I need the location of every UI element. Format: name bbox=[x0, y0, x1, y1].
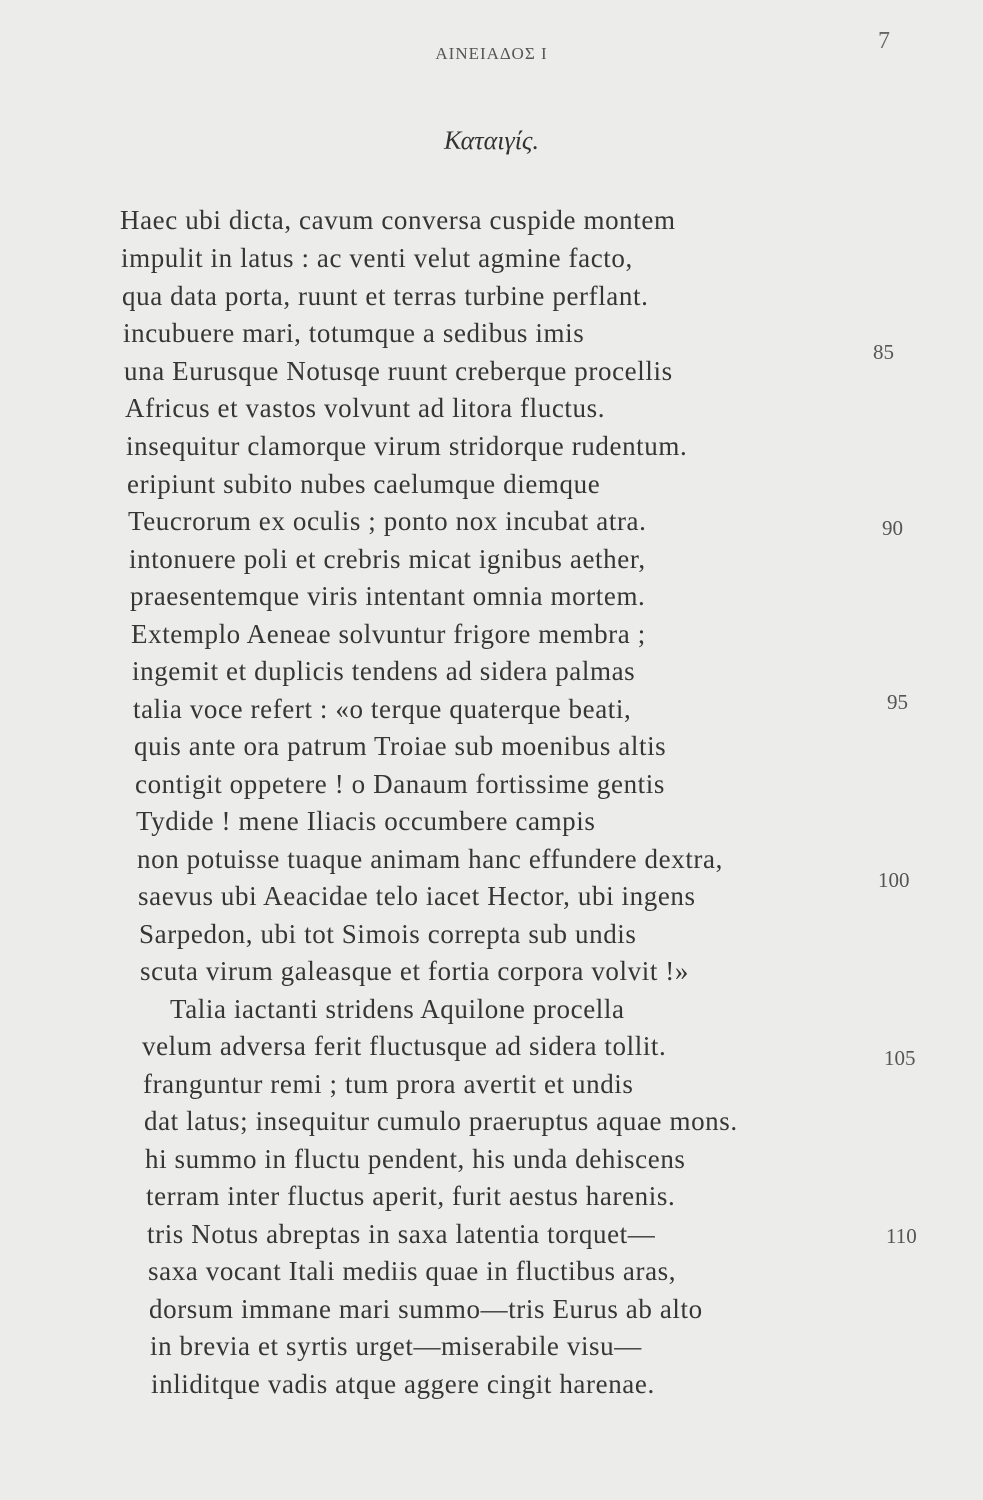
verse-line: dorsum immane mari summo—tris Eurus ab alto bbox=[149, 1294, 703, 1324]
verse-line: talia voce refert : «o terque quaterque beati, bbox=[133, 694, 632, 724]
verse-line: ingemit et duplicis tendens ad sidera palmas bbox=[132, 656, 636, 686]
verse-line: velum adversa ferit fluctusque ad sidera tollit. bbox=[142, 1031, 667, 1061]
verse-line: Sarpedon, ubi tot Simois correpta sub undis bbox=[139, 919, 637, 949]
verse-line: Extemplo Aeneae solvuntur frigore membra ; bbox=[131, 619, 646, 649]
verse-line: in brevia et syrtis urget—miserabile visu— bbox=[150, 1331, 642, 1361]
verse-line: praesentemque viris intentant omnia mortem. bbox=[130, 581, 646, 611]
line-number: 95 bbox=[887, 690, 908, 714]
verse-line: inliditque vadis atque aggere cingit harenae. bbox=[151, 1369, 655, 1399]
verse-line: franguntur remi ; tum prora avertit et undis bbox=[143, 1069, 634, 1099]
line-number: 105 bbox=[884, 1046, 916, 1070]
verse-line: una Eurusque Notusqe ruunt creberque procellis bbox=[124, 356, 673, 386]
verse-line: non potuisse tuaque animam hanc effundere dextra, bbox=[137, 844, 723, 874]
verse-line: Talia iactanti stridens Aquilone procella bbox=[170, 994, 625, 1024]
verse-line: qua data porta, ruunt et terras turbine perflant. bbox=[122, 281, 649, 311]
verse-line: terram inter fluctus aperit, furit aestus harenis. bbox=[146, 1181, 676, 1211]
verse-line: Teucrorum ex oculis ; ponto nox incubat atra. bbox=[128, 506, 647, 536]
line-number: 85 bbox=[873, 340, 894, 364]
running-title: ΑΙΝΕΙΑΔΟΣ Ι bbox=[435, 44, 548, 63]
verse-line: eripiunt subito nubes caelumque diemque bbox=[127, 469, 601, 499]
verse-line: impulit in latus : ac venti velut agmine facto, bbox=[121, 243, 633, 273]
verse-line: incubuere mari, totumque a sedibus imis bbox=[123, 318, 585, 348]
verse-line: insequitur clamorque virum stridorque rudentum. bbox=[126, 431, 688, 461]
verse-line: Africus et vastos volvunt ad litora fluctus. bbox=[125, 393, 606, 423]
verse-line: saxa vocant Itali mediis quae in fluctibus aras, bbox=[148, 1256, 677, 1286]
line-number: 110 bbox=[886, 1224, 917, 1248]
line-number: 90 bbox=[882, 516, 903, 540]
verse-line: saevus ubi Aeacidae telo iacet Hector, ubi ingens bbox=[138, 881, 696, 911]
verse-line: quis ante ora patrum Troiae sub moenibus altis bbox=[134, 731, 667, 761]
verse-line: intonuere poli et crebris micat ignibus aether, bbox=[129, 544, 646, 574]
line-number: 100 bbox=[878, 868, 910, 892]
section-title: Καταιγίς. bbox=[444, 126, 539, 155]
page-number: 7 bbox=[878, 28, 890, 54]
verse-line: dat latus; insequitur cumulo praeruptus aquae mons. bbox=[144, 1106, 738, 1136]
verse-line: hi summo in fluctu pendent, his unda dehiscens bbox=[145, 1144, 686, 1174]
verse-line: tris Notus abreptas in saxa latentia torquet— bbox=[147, 1219, 656, 1249]
verse-line: Haec ubi dicta, cavum conversa cuspide montem bbox=[120, 205, 676, 235]
verse-line: contigit oppetere ! o Danaum fortissime gentis bbox=[135, 769, 665, 799]
verse-line: Tydide ! mene Iliacis occumbere campis bbox=[136, 806, 596, 836]
verse-line: scuta virum galeasque et fortia corpora volvit !» bbox=[140, 956, 689, 986]
